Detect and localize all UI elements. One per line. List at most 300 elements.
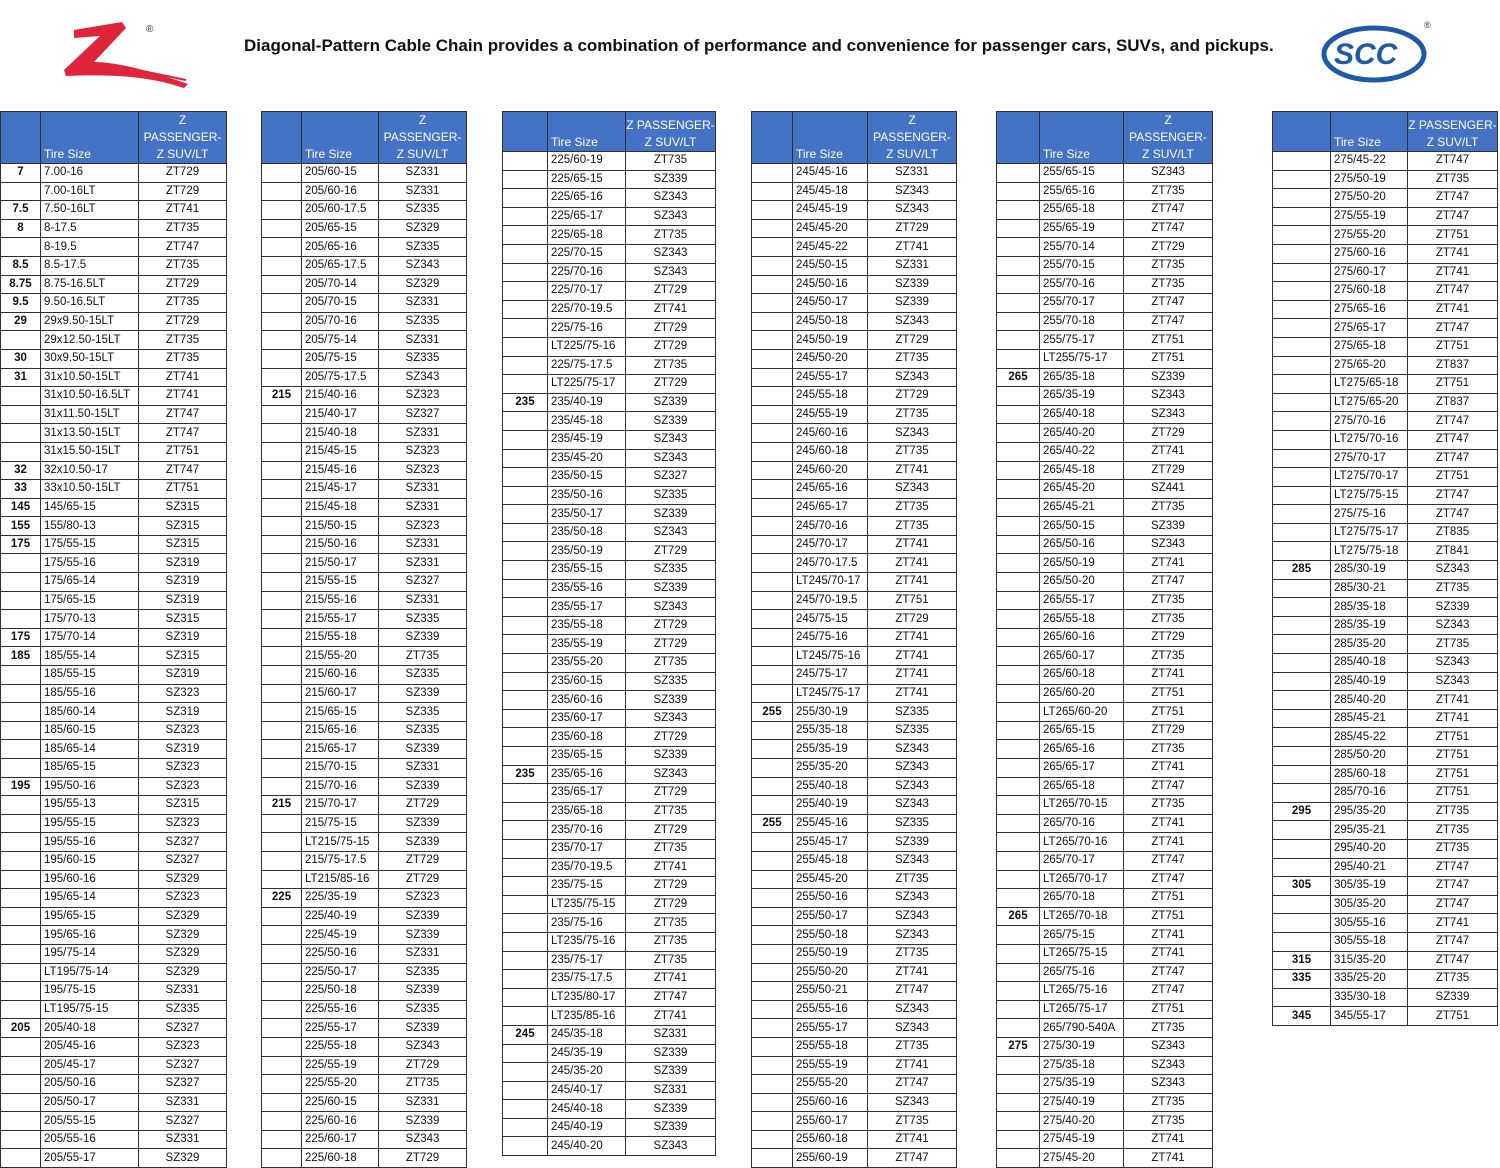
tire-size-cell: LT225/75-17 — [548, 375, 626, 394]
chain-model-cell: ZT729 — [868, 387, 957, 406]
tire-size-cell: 235/70-17 — [548, 839, 626, 858]
chain-model-cell: ZT729 — [626, 616, 716, 635]
tire-size-cell: 275/35-18 — [1040, 1056, 1124, 1075]
width-group-cell — [1273, 505, 1331, 524]
table-row — [752, 1130, 957, 1149]
width-group-cell — [997, 889, 1040, 908]
chain-model-cell: SZ327 — [379, 573, 467, 592]
width-group-cell — [1, 982, 41, 1001]
width-group-header — [503, 112, 548, 152]
table-row — [997, 833, 1213, 852]
tire-size-cell: 8.75-16.5LT — [41, 275, 139, 294]
chain-model-cell: ZT729 — [1124, 628, 1213, 647]
width-group-cell — [262, 963, 302, 982]
table-row — [262, 1056, 467, 1075]
table-row — [1, 628, 227, 647]
table-row — [997, 610, 1213, 629]
tire-size-cell: 215/55-17 — [302, 610, 379, 629]
tire-size-cell: 215/75-17.5 — [302, 851, 379, 870]
table-row — [262, 442, 467, 461]
width-group-cell — [262, 442, 302, 461]
chain-header-line1: Z PASSENGER- — [1129, 113, 1207, 144]
tire-size-cell: 235/60-16 — [548, 691, 626, 710]
chain-model-cell: ZT837 — [1408, 356, 1498, 375]
width-group-cell — [1273, 189, 1331, 208]
table-row — [262, 349, 467, 368]
scc-logo-text: SCC — [1334, 38, 1398, 71]
tire-size-cell: 235/65-18 — [548, 802, 626, 821]
tire-size-cell: 225/50-18 — [302, 982, 379, 1001]
chain-model-cell: SZ343 — [868, 777, 957, 796]
table-row — [1, 368, 227, 387]
table-row — [262, 182, 467, 201]
z-brand-logo — [56, 18, 192, 90]
tire-size-cell: 215/50-16 — [302, 535, 379, 554]
chain-model-cell: ZT735 — [139, 256, 227, 275]
chain-model-cell: ZT741 — [868, 647, 957, 666]
width-group-cell — [503, 337, 548, 356]
tire-size-table — [996, 111, 1213, 1168]
table-row — [503, 579, 716, 598]
tire-size-cell: 205/55-17 — [41, 1149, 139, 1168]
width-group-cell — [503, 988, 548, 1007]
tire-size-cell: LT235/75-15 — [548, 895, 626, 914]
width-group-cell — [997, 1093, 1040, 1112]
width-group-cell — [503, 691, 548, 710]
table-row — [1, 740, 227, 759]
tire-size-table — [751, 111, 957, 1168]
width-group-cell — [262, 498, 302, 517]
table-row — [997, 647, 1213, 666]
tire-size-cell: 225/65-15 — [548, 170, 626, 189]
tire-size-cell: 215/65-17 — [302, 740, 379, 759]
chain-model-cell: SZ339 — [626, 393, 716, 412]
chain-model-cell: ZT735 — [868, 1112, 957, 1131]
width-group-cell: 235 — [503, 765, 548, 784]
width-group-cell — [262, 1112, 302, 1131]
width-group-cell — [262, 201, 302, 220]
chain-model-header — [868, 112, 957, 164]
chain-model-cell: ZT735 — [1408, 970, 1498, 989]
chain-model-cell: SZ315 — [139, 535, 227, 554]
tire-size-cell: 245/50-15 — [793, 256, 868, 275]
tire-size-cell: 255/60-19 — [793, 1149, 868, 1168]
chain-model-cell: ZT741 — [1124, 926, 1213, 945]
chain-model-cell: ZT741 — [626, 300, 716, 319]
chain-model-cell: ZT841 — [1408, 542, 1498, 561]
chain-model-cell: ZT735 — [1124, 1112, 1213, 1131]
chain-model-cell: SZ335 — [868, 703, 957, 722]
width-group-cell — [1273, 152, 1331, 171]
chain-model-cell: ZT741 — [1124, 814, 1213, 833]
tire-size-cell: 285/35-18 — [1331, 598, 1408, 617]
chain-model-cell: SZ315 — [139, 517, 227, 536]
table-row — [262, 647, 467, 666]
width-group-cell — [997, 1149, 1040, 1168]
tire-size-cell: 265/75-16 — [1040, 963, 1124, 982]
chain-model-cell: SZ331 — [868, 164, 957, 183]
width-group-cell — [503, 244, 548, 263]
tire-size-cell: 215/45-15 — [302, 442, 379, 461]
tire-size-cell: 31x15.50-15LT — [41, 442, 139, 461]
table-row — [262, 982, 467, 1001]
tire-size-cell: 205/65-15 — [302, 219, 379, 238]
width-group-cell — [503, 839, 548, 858]
chain-model-cell: SZ331 — [379, 535, 467, 554]
table-header-row — [1273, 112, 1498, 152]
chain-model-cell: SZ335 — [379, 666, 467, 685]
table-row — [262, 256, 467, 275]
chain-model-cell: ZT735 — [139, 331, 227, 350]
chain-model-cell: ZT751 — [1408, 765, 1498, 784]
chain-model-cell: SZ343 — [868, 1093, 957, 1112]
chain-model-cell: SZ343 — [626, 523, 716, 542]
tire-size-cell: 225/70-15 — [548, 244, 626, 263]
tire-size-cell: LT245/70-17 — [793, 573, 868, 592]
chain-model-cell: ZT751 — [1408, 1007, 1498, 1026]
table-row — [997, 405, 1213, 424]
tire-size-cell: 215/60-17 — [302, 684, 379, 703]
width-group-cell — [1273, 821, 1331, 840]
width-group-cell — [503, 486, 548, 505]
table-row — [503, 282, 716, 301]
tire-size-header: Tire Size — [793, 112, 868, 164]
tire-size-cell: 265/50-16 — [1040, 535, 1124, 554]
tire-size-cell: 265/60-16 — [1040, 628, 1124, 647]
tire-size-cell: 195/65-15 — [41, 907, 139, 926]
chain-model-cell: ZT747 — [1124, 777, 1213, 796]
table-row — [262, 1037, 467, 1056]
chain-model-cell: ZT741 — [1124, 944, 1213, 963]
chain-model-cell: SZ319 — [139, 628, 227, 647]
tire-size-cell: LT265/70-17 — [1040, 870, 1124, 889]
table-row — [997, 1056, 1213, 1075]
chain-model-cell: ZT741 — [1408, 709, 1498, 728]
table-row — [752, 275, 957, 294]
tire-size-cell: 32x10.50-17 — [41, 461, 139, 480]
tire-size-cell: 255/70-14 — [1040, 238, 1124, 257]
width-group-cell — [1, 238, 41, 257]
chain-model-cell: SZ335 — [626, 672, 716, 691]
table-row — [262, 963, 467, 982]
chain-model-cell: ZT729 — [139, 275, 227, 294]
table-row — [262, 926, 467, 945]
width-group-cell: 295 — [1273, 802, 1331, 821]
table-row — [1273, 561, 1498, 580]
table-row — [1, 721, 227, 740]
tire-size-cell: 245/70-19.5 — [793, 591, 868, 610]
tire-size-cell: 255/55-19 — [793, 1056, 868, 1075]
tire-size-cell: LT255/75-17 — [1040, 349, 1124, 368]
width-group-cell — [752, 926, 793, 945]
table-row — [503, 449, 716, 468]
width-group-cell — [503, 877, 548, 896]
width-group-cell — [1273, 226, 1331, 245]
tire-size-cell: 275/35-19 — [1040, 1075, 1124, 1094]
tire-size-cell: 245/65-16 — [793, 480, 868, 499]
width-group-cell: 205 — [1, 1019, 41, 1038]
table-row — [262, 294, 467, 313]
tire-size-cell: 275/40-20 — [1040, 1112, 1124, 1131]
tire-size-cell: 29x9.50-15LT — [41, 312, 139, 331]
tire-size-cell: 275/30-19 — [1040, 1037, 1124, 1056]
chain-model-cell: SZ315 — [139, 498, 227, 517]
width-group-cell — [1, 703, 41, 722]
tire-size-cell: 235/55-17 — [548, 598, 626, 617]
width-group-cell — [997, 777, 1040, 796]
table-row — [262, 405, 467, 424]
table-row — [1273, 282, 1498, 301]
tire-size-cell: 8-17.5 — [41, 219, 139, 238]
width-group-cell — [1273, 654, 1331, 673]
chain-model-cell: SZ329 — [139, 926, 227, 945]
tire-size-cell: 285/35-19 — [1331, 616, 1408, 635]
chain-model-cell: SZ335 — [379, 610, 467, 629]
scc-brand-logo — [1320, 18, 1432, 84]
tire-size-cell: LT275/65-18 — [1331, 375, 1408, 394]
table-row — [1, 498, 227, 517]
chain-model-header — [139, 112, 227, 164]
chain-model-cell: ZT741 — [868, 963, 957, 982]
chain-model-cell: ZT747 — [1408, 207, 1498, 226]
chain-model-cell: SZ343 — [868, 312, 957, 331]
chain-model-cell: SZ331 — [868, 256, 957, 275]
width-group-cell — [262, 610, 302, 629]
table-row — [262, 610, 467, 629]
chain-model-cell: ZT751 — [139, 480, 227, 499]
width-group-cell — [262, 1019, 302, 1038]
tire-size-cell: 255/55-18 — [793, 1037, 868, 1056]
tire-size-cell: 195/65-14 — [41, 889, 139, 908]
table-row — [997, 238, 1213, 257]
chain-model-cell: SZ335 — [379, 312, 467, 331]
width-group-cell — [503, 895, 548, 914]
table-row — [997, 1000, 1213, 1019]
chain-header-line2: Z SUV/LT — [156, 147, 209, 161]
chain-model-cell: ZT735 — [1408, 821, 1498, 840]
table-row — [262, 759, 467, 778]
tire-size-cell: 235/55-15 — [548, 561, 626, 580]
chain-model-cell: ZT747 — [868, 1149, 957, 1168]
width-group-cell — [1, 1075, 41, 1094]
width-group-cell — [752, 647, 793, 666]
table-row — [262, 219, 467, 238]
chain-model-cell: SZ343 — [1124, 535, 1213, 554]
table-row — [503, 914, 716, 933]
width-group-cell — [503, 152, 548, 171]
table-row — [997, 1149, 1213, 1168]
chain-model-cell: SZ331 — [139, 1093, 227, 1112]
tire-size-cell: 235/45-20 — [548, 449, 626, 468]
width-group-cell — [997, 610, 1040, 629]
width-group-cell — [997, 870, 1040, 889]
tire-size-cell: 235/75-17.5 — [548, 970, 626, 989]
tire-size-cell: 195/55-13 — [41, 796, 139, 815]
width-group-cell — [752, 554, 793, 573]
chain-header-line2: Z SUV/LT — [396, 147, 449, 161]
width-group-cell — [503, 635, 548, 654]
chain-model-cell: ZT729 — [626, 375, 716, 394]
table-row — [1273, 170, 1498, 189]
chain-model-cell: ZT747 — [626, 988, 716, 1007]
chain-model-cell: ZT735 — [1408, 635, 1498, 654]
chain-model-cell: SZ343 — [379, 1130, 467, 1149]
width-group-cell — [1, 926, 41, 945]
width-group-cell: 185 — [1, 647, 41, 666]
chain-model-cell: ZT735 — [379, 647, 467, 666]
chain-model-cell: ZT735 — [1408, 170, 1498, 189]
chain-model-cell: ZT751 — [1124, 907, 1213, 926]
chain-model-cell: ZT735 — [1408, 579, 1498, 598]
table-row — [503, 486, 716, 505]
width-group-cell — [1, 833, 41, 852]
tire-size-cell: 255/45-16 — [793, 814, 868, 833]
width-group-cell: 285 — [1273, 561, 1331, 580]
tire-size-cell: 205/60-15 — [302, 164, 379, 183]
chain-model-cell: SZ343 — [626, 765, 716, 784]
table-row — [262, 238, 467, 257]
width-group-cell — [752, 164, 793, 183]
table-row — [1, 349, 227, 368]
tire-size-cell: 275/65-18 — [1331, 337, 1408, 356]
width-group-cell — [752, 387, 793, 406]
chain-model-cell: SZ343 — [868, 907, 957, 926]
table-row — [1, 219, 227, 238]
width-group-cell — [262, 591, 302, 610]
chain-model-cell: ZT729 — [626, 542, 716, 561]
tire-size-cell: 225/55-18 — [302, 1037, 379, 1056]
tire-size-cell: 255/70-15 — [1040, 256, 1124, 275]
chain-model-cell: SZ331 — [626, 1081, 716, 1100]
table-row — [752, 982, 957, 1001]
table-row — [997, 1037, 1213, 1056]
table-row — [1, 982, 227, 1001]
tire-size-cell: 275/45-19 — [1040, 1130, 1124, 1149]
chain-model-cell: SZ335 — [626, 486, 716, 505]
chain-model-cell: ZT747 — [1408, 486, 1498, 505]
chain-model-cell: ZT729 — [1124, 461, 1213, 480]
chain-model-cell: SZ331 — [379, 480, 467, 499]
tire-size-cell: 285/40-19 — [1331, 672, 1408, 691]
table-row — [752, 405, 957, 424]
tire-size-cell: 30x9.50-15LT — [41, 349, 139, 368]
size-table-3 — [502, 111, 716, 1156]
tire-size-cell: 205/45-17 — [41, 1056, 139, 1075]
width-group-cell — [997, 721, 1040, 740]
tire-size-cell: LT265/75-17 — [1040, 1000, 1124, 1019]
tire-size-cell: 245/40-17 — [548, 1081, 626, 1100]
table-row — [262, 1000, 467, 1019]
chain-model-cell: ZT747 — [1408, 152, 1498, 171]
width-group-cell: 215 — [262, 796, 302, 815]
tire-size-cell: 275/65-17 — [1331, 319, 1408, 338]
tire-size-cell: 345/55-17 — [1331, 1007, 1408, 1026]
table-row — [262, 740, 467, 759]
chain-model-cell: SZ343 — [626, 263, 716, 282]
table-row — [997, 517, 1213, 536]
table-row — [752, 814, 957, 833]
width-group-cell — [752, 349, 793, 368]
chain-model-cell: SZ339 — [379, 777, 467, 796]
chain-model-cell: SZ335 — [626, 561, 716, 580]
table-row — [752, 312, 957, 331]
tire-size-cell: 215/40-16 — [302, 387, 379, 406]
tire-size-cell: 275/55-20 — [1331, 226, 1408, 245]
chain-model-cell: SZ323 — [139, 889, 227, 908]
width-group-cell — [752, 1093, 793, 1112]
tire-size-cell: 225/60-19 — [548, 152, 626, 171]
table-row — [503, 672, 716, 691]
width-group-cell — [997, 238, 1040, 257]
width-group-cell — [997, 461, 1040, 480]
width-group-cell — [752, 833, 793, 852]
tire-size-cell: 185/55-16 — [41, 684, 139, 703]
chain-model-cell: SZ339 — [868, 294, 957, 313]
table-row — [1, 591, 227, 610]
width-group-cell — [262, 647, 302, 666]
chain-model-cell: SZ323 — [139, 814, 227, 833]
chain-model-cell: ZT735 — [139, 219, 227, 238]
width-group-cell — [1273, 579, 1331, 598]
tire-size-cell: 235/70-16 — [548, 821, 626, 840]
width-group-cell — [1273, 337, 1331, 356]
table-row — [503, 263, 716, 282]
tire-size-cell: 265/40-20 — [1040, 424, 1124, 443]
tire-size-cell: 215/45-17 — [302, 480, 379, 499]
width-group-cell: 305 — [1273, 877, 1331, 896]
width-group-cell — [997, 926, 1040, 945]
table-row — [997, 926, 1213, 945]
table-row — [1273, 877, 1498, 896]
tire-size-cell: 255/35-18 — [793, 721, 868, 740]
chain-model-cell: SZ335 — [868, 721, 957, 740]
width-group-cell: 155 — [1, 517, 41, 536]
table-row — [1, 851, 227, 870]
width-group-cell — [752, 684, 793, 703]
table-row — [262, 461, 467, 480]
chain-model-cell: ZT735 — [868, 498, 957, 517]
width-group-cell — [262, 517, 302, 536]
chain-model-cell: SZ327 — [379, 405, 467, 424]
table-row — [503, 337, 716, 356]
tire-size-cell: 31x13.50-15LT — [41, 424, 139, 443]
table-row — [1273, 523, 1498, 542]
chain-model-cell: ZT747 — [1124, 870, 1213, 889]
tire-size-cell: 225/65-17 — [548, 207, 626, 226]
chain-model-cell: SZ339 — [379, 628, 467, 647]
chain-model-cell: SZ339 — [1408, 988, 1498, 1007]
tire-size-cell: 275/40-19 — [1040, 1093, 1124, 1112]
width-group-cell — [503, 728, 548, 747]
chain-model-cell: SZ339 — [379, 684, 467, 703]
chain-model-cell: SZ339 — [626, 170, 716, 189]
width-group-cell — [997, 814, 1040, 833]
width-group-cell — [1273, 170, 1331, 189]
table-row — [262, 498, 467, 517]
table-row — [503, 226, 716, 245]
table-row — [262, 1130, 467, 1149]
width-group-cell — [503, 412, 548, 431]
chain-model-cell: SZ343 — [868, 182, 957, 201]
tire-size-cell: 265/35-18 — [1040, 368, 1124, 387]
tire-size-cell: 225/50-17 — [302, 963, 379, 982]
tire-size-cell: 295/35-20 — [1331, 802, 1408, 821]
table-row — [997, 628, 1213, 647]
chain-model-cell: ZT735 — [626, 932, 716, 951]
tire-size-cell: 31x11.50-15LT — [41, 405, 139, 424]
tire-size-cell: 255/45-18 — [793, 851, 868, 870]
tire-size-cell: 185/55-14 — [41, 647, 139, 666]
